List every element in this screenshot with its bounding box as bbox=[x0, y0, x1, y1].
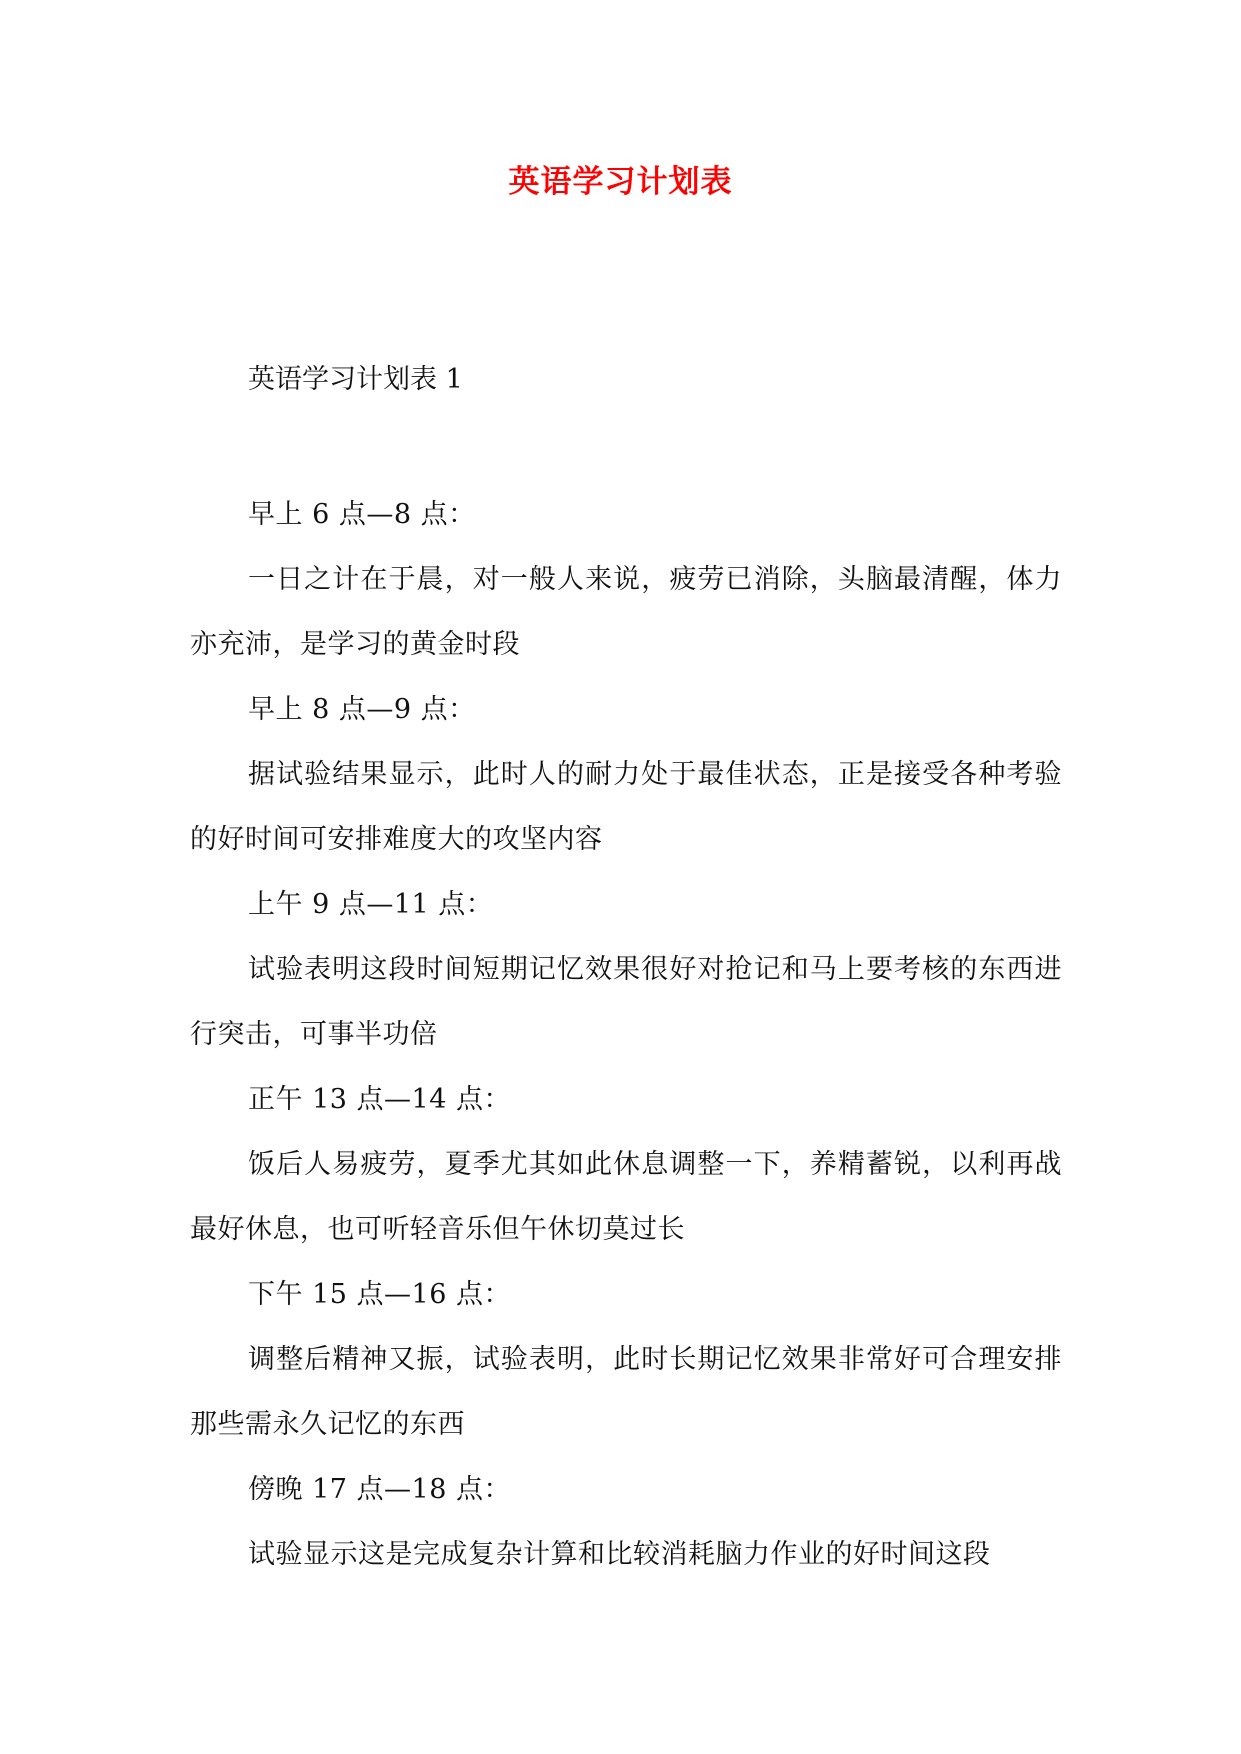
time-slot-heading: 傍晚 17 点—18 点： bbox=[248, 1474, 511, 1505]
time-slot-heading: 正午 13 点—14 点： bbox=[248, 1084, 511, 1115]
paragraph: 据试验结果显示，此时人的耐力处于最佳状态，正是接受各种考验的好时间可安排难度大的攻坚内容 bbox=[190, 759, 1062, 855]
document-body bbox=[190, 354, 1062, 1587]
time-slot-heading: 早上 8 点—9 点： bbox=[248, 694, 476, 725]
time-slot-heading: 上午 9 点—11 点： bbox=[248, 889, 494, 920]
time-slot-heading: 早上 6 点—8 点： bbox=[248, 499, 476, 530]
paragraph: 饭后人易疲劳，夏季尤其如此休息调整一下，养精蓄锐，以利再战最好休息，也可听轻音乐但午休切莫过长 bbox=[190, 1149, 1062, 1245]
paragraph: 试验显示这是完成复杂计算和比较消耗脑力作业的好时间这段 bbox=[248, 1539, 991, 1570]
time-slot-heading: 下午 15 点—16 点： bbox=[248, 1279, 511, 1310]
document-title: 英语学习计划表 bbox=[508, 164, 733, 200]
paragraph: 一日之计在于晨，对一般人来说，疲劳已消除，头脑最清醒，体力亦充沛，是学习的黄金时段 bbox=[190, 564, 1062, 660]
paragraph: 调整后精神又振，试验表明，此时长期记忆效果非常好可合理安排那些需永久记忆的东西 bbox=[190, 1344, 1062, 1440]
section-heading: 英语学习计划表 1 bbox=[248, 364, 463, 395]
paragraph: 试验表明这段时间短期记忆效果很好对抢记和马上要考核的东西进行突击，可事半功倍 bbox=[190, 954, 1062, 1050]
